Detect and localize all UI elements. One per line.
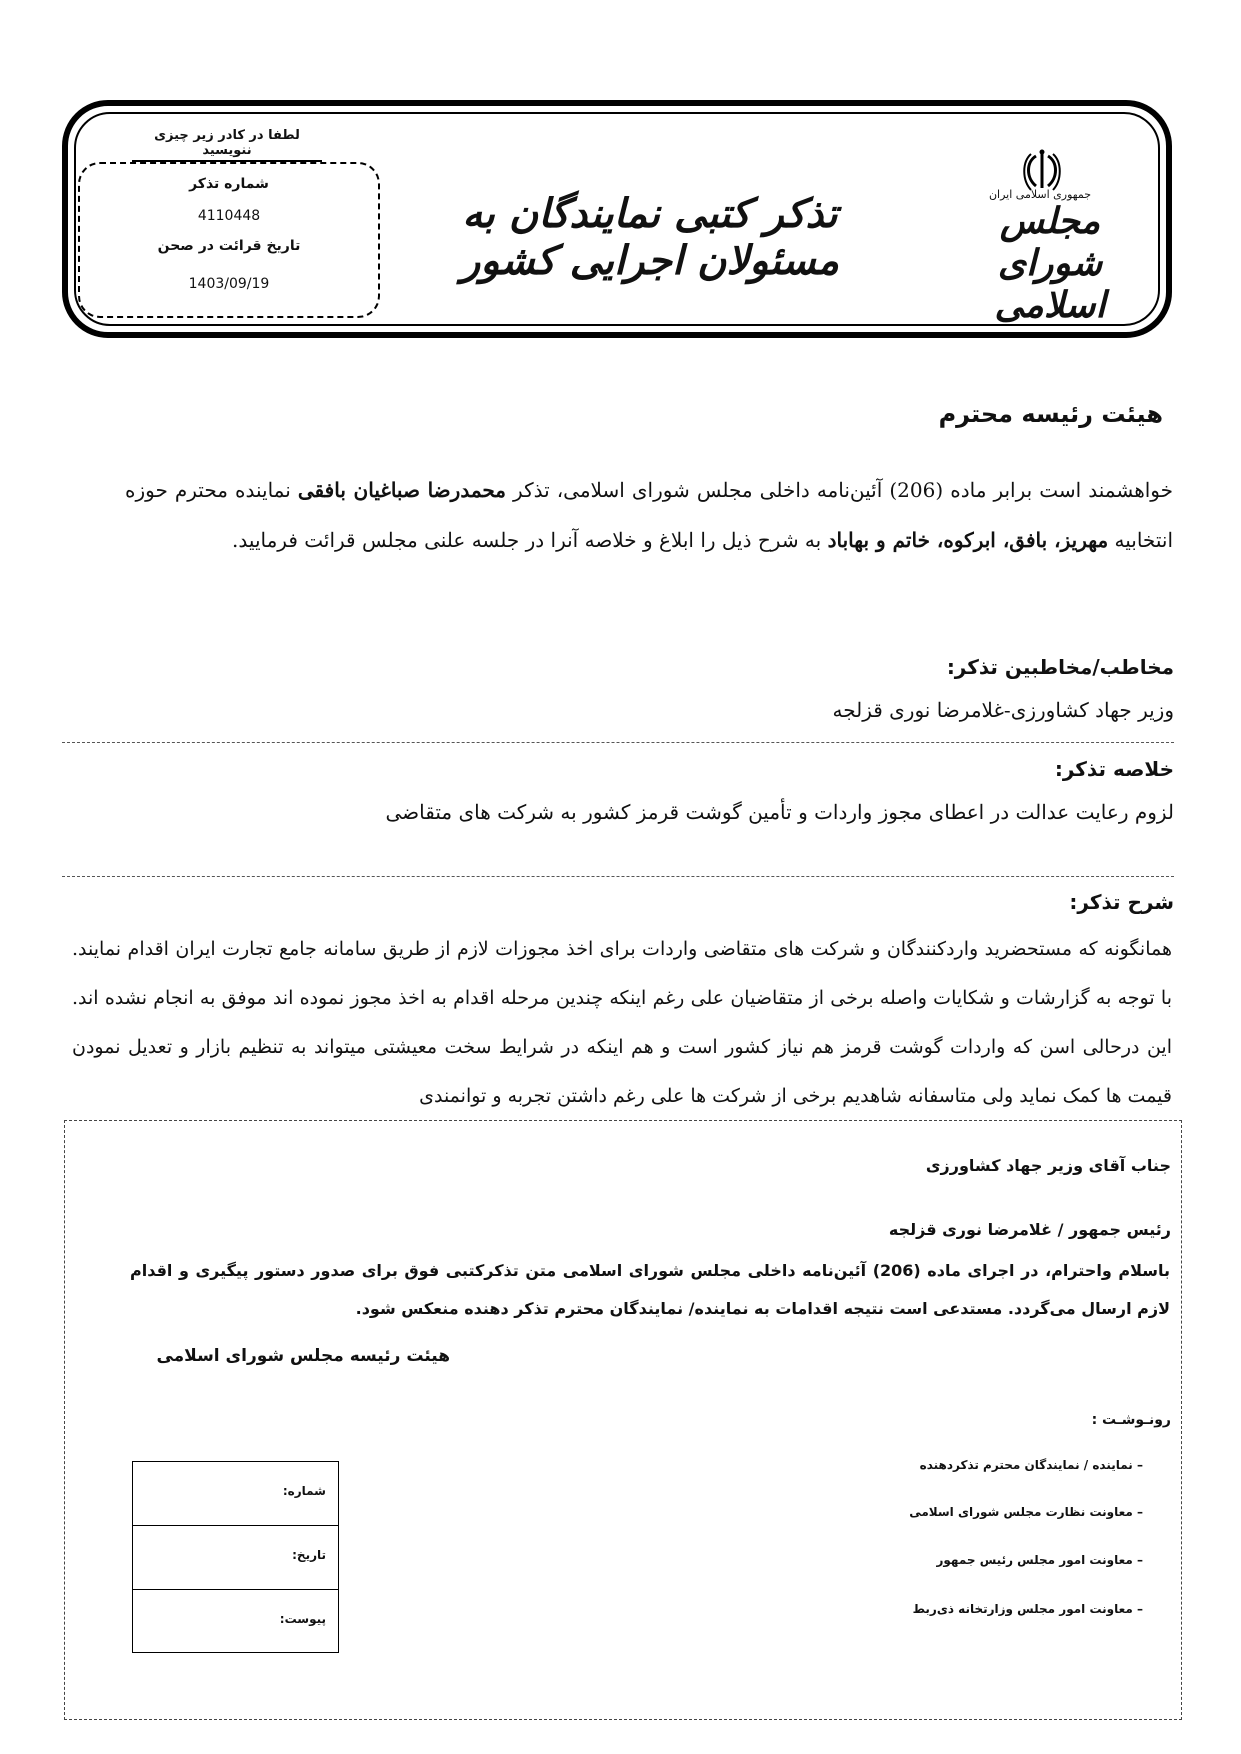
addressees-value: وزیر جهاد کشاورزی-غلامرضا نوری قزلجه	[832, 698, 1174, 722]
intro-part3: به شرح ذیل را ابلاغ و خلاصه آنرا در جلسه علنی مجلس قرائت فرمایید.	[232, 528, 828, 552]
letter-copy-to: رئیس جمهور / غلامرضا نوری قزلجه	[888, 1220, 1171, 1239]
cc-label: رونـوشـت :	[1091, 1412, 1171, 1428]
letter-recipient: جناب آقای وزیر جهاد کشاورزی	[925, 1156, 1171, 1175]
do-not-write-note: لطفا در کادر زیر چیزی ننویسید	[132, 128, 322, 162]
separator-1	[62, 742, 1174, 743]
district-names: مهریز، بافق، ابرکوه، خاتم و بهاباد	[827, 528, 1109, 552]
register-attachment-label: پیوست:	[279, 1612, 326, 1626]
memo-id-box	[78, 162, 380, 318]
memo-number: 4110448	[197, 208, 261, 224]
cc-item: – نماینده / نمایندگان محترم تذکردهنده	[919, 1458, 1143, 1472]
intro-part2: نماینده محترم حوزه انتخابیه	[125, 478, 1173, 552]
reading-date: 1403/09/19	[188, 276, 270, 292]
org-name-logo: مجلس شورای اسلامی	[994, 200, 1106, 326]
letter-body: باسلام واحترام، در اجرای ماده (206) آئین‌نامه داخلی مجلس شورای اسلامی متن تذکرکتبی فوق برای صدور دستور پیگیری و اقدام لازم ارسال می‌گردد. مستدعی است نتیجه اقدامات به نماینده/ نمایندگان محترم تذکر دهنده منعکس شود.	[130, 1261, 1170, 1318]
description-label: شرح تذکر:	[1069, 890, 1174, 914]
letter-signature: هیئت رئیسه مجلس شورای اسلامی	[156, 1346, 450, 1366]
intro-part1: خواهشمند است برابر ماده (206) آئین‌نامه داخلی مجلس شورای اسلامی، تذکر	[506, 478, 1174, 502]
org-small-caption: جمهوری اسلامی ایران	[988, 188, 1092, 201]
intro-paragraph	[125, 465, 1173, 565]
separator-2	[62, 876, 1174, 877]
reading-date-label: تاریخ قرائت در صحن	[157, 238, 301, 254]
registration-table	[132, 1461, 339, 1653]
memo-number-label: شماره تذکر	[189, 176, 269, 192]
cc-item: – معاونت امور مجلس وزارتخانه ذی‌ربط	[912, 1602, 1143, 1616]
summary-label: خلاصه تذکر:	[1054, 757, 1174, 781]
salutation: هیئت رئیسه محترم	[938, 400, 1163, 428]
register-number-label: شماره:	[133, 1462, 338, 1526]
description-body: همانگونه که مستحضرید واردکنندگان و شرکت های متقاضی واردات برای اخذ مجوزات لازم از طریق سامانه جامع تجارت ایران اقدام نمایند. با توجه به گزارشات و شکایات واصله برخی از متقاضیان علی رغم اینکه چندین مرحله اقدام به اخذ مجوز نموده اند موفق به انجام نشده اند. این درحالی اسن که واردات گوشت قرمز هم نیاز کشور است و هم اینکه در شرایط سخت معیشتی میتواند به تنظیم بازار و تعدیل نمودن قیمت ها کمک نماید ولی متاسفانه شاهدیم برخی از شرکت ها علی رغم داشتن تجربه و توانمندی	[72, 938, 1172, 1107]
representative-name: محمدرضا صباغیان بافقی	[297, 478, 506, 502]
document-title: تذکر کتبی نمایندگان به مسئولان اجرایی کشور	[460, 190, 840, 284]
register-date-label: تاریخ:	[133, 1526, 338, 1590]
cc-item: – معاونت نظارت مجلس شورای اسلامی	[909, 1505, 1143, 1519]
summary-value: لزوم رعایت عدالت در اعطای مجوز واردات و تأمین گوشت قرمز کشور به شرکت های متقاضی	[385, 800, 1174, 824]
cc-item: – معاونت امور مجلس رئیس جمهور	[936, 1553, 1143, 1567]
addressees-label: مخاطب/مخاطبین تذکر:	[946, 655, 1174, 679]
